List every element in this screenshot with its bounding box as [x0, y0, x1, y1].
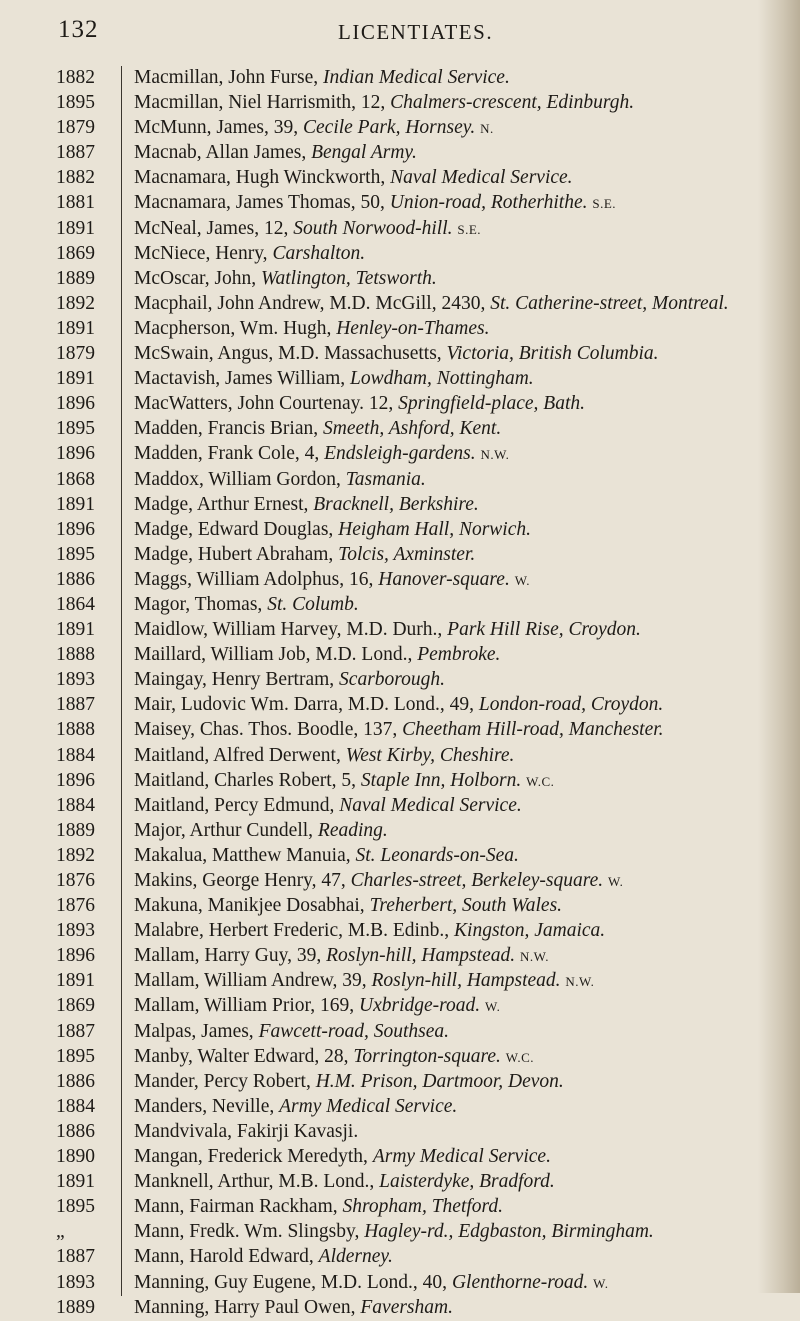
entry-name: Macnamara, James Thomas, 50, — [134, 192, 390, 214]
entry-year: 1888 — [56, 644, 95, 666]
entry-year: 1884 — [56, 744, 95, 766]
list-item — [0, 593, 800, 618]
entry-address: Army Medical Service. — [279, 1095, 458, 1117]
entry-name: Maddox, William Gordon, — [134, 468, 346, 490]
entry-text — [134, 844, 784, 869]
entry-address: Endsleigh-gardens. — [324, 443, 476, 465]
entry-year: 1896 — [56, 518, 95, 540]
entry-text — [134, 392, 784, 417]
list-item — [0, 267, 800, 292]
entry-year: 1895 — [56, 1196, 95, 1218]
entry-name: Manders, Neville, — [134, 1095, 280, 1117]
entry-postal-district: W.C. — [526, 773, 555, 789]
entry-name: Maitland, Alfred Derwent, — [134, 744, 346, 766]
entry-year: 1887 — [56, 1020, 95, 1042]
entry-address: Victoria, British Columbia. — [446, 343, 659, 365]
list-item — [0, 392, 800, 417]
entry-text — [134, 442, 784, 467]
entry-text — [134, 267, 784, 292]
entry-text — [134, 944, 784, 969]
entry-postal-district: W. — [608, 874, 624, 889]
entry-text — [134, 1296, 784, 1321]
entry-name: Manning, Guy Eugene, M.D. Lond., 40, — [134, 1271, 452, 1293]
entry-name: Mair, Ludovic Wm. Darra, M.D. Lond., 49, — [134, 694, 479, 716]
entry-text — [134, 1170, 784, 1195]
entry-name: McMunn, James, 39, — [134, 117, 303, 139]
entry-address: St. Catherine-street, Montreal. — [490, 292, 729, 314]
entry-address: Glenthorne-road. — [451, 1271, 589, 1293]
entry-address: Cheetham Hill-road, Manchester. — [402, 719, 664, 741]
entry-name: Malabre, Herbert Frederic, M.B. Edinb., — [134, 920, 455, 942]
entry-address: Pembroke. — [417, 644, 501, 666]
entry-text — [134, 1195, 784, 1220]
list-item — [0, 141, 800, 166]
entry-address: West Kirby, Cheshire. — [345, 744, 515, 766]
list-item — [0, 442, 800, 467]
entry-text — [134, 668, 784, 693]
entry-address: Reading. — [317, 819, 388, 841]
entry-address: Indian Medical Service. — [323, 67, 510, 88]
entry-year: 1886 — [56, 1070, 95, 1092]
entry-postal-district: N.W. — [480, 447, 510, 463]
entry-text — [134, 242, 784, 267]
entry-text — [134, 1120, 784, 1145]
list-item — [0, 744, 800, 769]
entry-text — [134, 166, 784, 191]
list-item — [0, 1045, 800, 1070]
entry-name: McNiece, Henry, — [134, 242, 273, 264]
entry-year: 1884 — [56, 794, 95, 816]
list-item — [0, 1070, 800, 1095]
entry-name: Maillard, William Job, M.D. Lond., — [134, 644, 418, 666]
entry-text — [134, 417, 784, 442]
entry-name: Maggs, William Adolphus, 16, — [134, 568, 379, 590]
list-item — [0, 1271, 800, 1296]
entry-name: Manning, Harry Paul Owen, — [134, 1296, 361, 1318]
entry-text — [134, 493, 784, 518]
entry-name: Mandvivala, Fakirji Kavasji. — [134, 1120, 359, 1142]
entry-year: 1891 — [56, 217, 95, 239]
entry-year: 1891 — [56, 619, 95, 641]
entry-text — [134, 568, 784, 593]
entry-address: Faversham. — [360, 1296, 453, 1318]
entry-year: 1891 — [56, 317, 95, 339]
entry-name: Macmillan, John Furse, — [134, 67, 324, 88]
entry-year: 1886 — [56, 1120, 95, 1142]
entry-text — [134, 994, 784, 1019]
list-item — [0, 1020, 800, 1045]
entry-text — [134, 794, 784, 819]
list-item — [0, 1245, 800, 1270]
entry-name: Makalua, Matthew Manuia, — [134, 844, 356, 866]
entry-year: 1895 — [56, 543, 95, 565]
entry-text — [134, 342, 784, 367]
list-item — [0, 919, 800, 944]
entry-text — [134, 217, 784, 242]
list-item — [0, 1095, 800, 1120]
entry-address: Naval Medical Service. — [390, 167, 573, 189]
entry-address: Charles-street, Berkeley-square. — [350, 870, 604, 891]
entry-text — [134, 744, 784, 769]
entry-text — [134, 969, 784, 994]
running-head: LICENTIATES. — [338, 20, 494, 44]
list-item — [0, 794, 800, 819]
list-item — [0, 367, 800, 392]
entry-name: Madden, Frank Cole, 4, — [134, 443, 325, 465]
entry-address: H.M. Prison, Dartmoor, Devon. — [315, 1070, 564, 1092]
entry-name: McOscar, John, — [134, 267, 262, 289]
entry-year: 1887 — [56, 1246, 95, 1268]
entry-address: Union-road, Rotherhithe. — [389, 192, 588, 214]
entry-postal-district: W.C. — [505, 1049, 535, 1065]
entry-year: 1891 — [56, 368, 95, 390]
entry-text — [134, 543, 784, 568]
entry-text — [134, 116, 784, 141]
list-item — [0, 844, 800, 869]
list-item — [0, 191, 800, 216]
list-item — [0, 468, 800, 493]
list-item — [0, 618, 800, 643]
entry-text — [134, 1070, 784, 1095]
entry-postal-district: N.W. — [519, 949, 549, 965]
entry-year: 1890 — [56, 1146, 95, 1168]
entry-name: Mallam, Harry Guy, 39, — [134, 945, 327, 967]
entry-address: Scarborough. — [339, 669, 446, 691]
entry-year: 1882 — [56, 67, 95, 88]
entry-name: Mann, Harold Edward, — [134, 1246, 319, 1268]
list-item — [0, 1145, 800, 1170]
entry-text — [134, 191, 784, 216]
entry-address: Tasmania. — [345, 468, 426, 490]
entry-address: Springfield-place, Bath. — [398, 393, 585, 415]
entry-address: Cecile Park, Hornsey. — [303, 117, 476, 139]
entry-address: Army Medical Service. — [372, 1146, 551, 1168]
list-item — [0, 994, 800, 1019]
entry-text — [134, 1245, 784, 1270]
entry-text — [134, 292, 784, 317]
entry-address: Carshalton. — [272, 242, 366, 264]
list-item — [0, 718, 800, 743]
entry-name: Malpas, James, — [134, 1020, 259, 1042]
list-item — [0, 1296, 800, 1321]
entry-year: 1882 — [56, 167, 95, 189]
list-item — [0, 969, 800, 994]
list-item — [0, 242, 800, 267]
entry-text — [134, 1271, 784, 1296]
entry-address: Torrington-square. — [353, 1045, 501, 1067]
list-item — [0, 944, 800, 969]
entry-address: Shropham, Thetford. — [342, 1196, 504, 1218]
list-item — [0, 166, 800, 191]
entry-name: Mallam, William Andrew, 39, — [134, 970, 372, 992]
entry-address: Alderney. — [318, 1246, 393, 1268]
entry-name: Madge, Edward Douglas, — [134, 518, 339, 540]
list-item — [0, 317, 800, 342]
entry-name: MacWatters, John Courtenay. 12, — [134, 393, 399, 415]
entry-name: Maidlow, William Harvey, M.D. Durh., — [134, 619, 448, 641]
entry-text — [134, 1095, 784, 1120]
list-item — [0, 91, 800, 116]
list-item — [0, 543, 800, 568]
entry-name: Mann, Fairman Rackham, — [134, 1196, 343, 1218]
list-item — [0, 819, 800, 844]
entry-text — [134, 1045, 784, 1070]
entry-address: Kingston, Jamaica. — [454, 920, 606, 942]
entry-name: Mander, Percy Robert, — [134, 1070, 316, 1092]
entry-name: Maitland, Percy Edmund, — [134, 794, 340, 816]
entry-name: Maisey, Chas. Thos. Boodle, 137, — [134, 719, 403, 741]
list-item — [0, 1220, 800, 1245]
entry-name: Madge, Arthur Ernest, — [134, 493, 314, 515]
entry-year: 1879 — [56, 343, 95, 365]
entry-year: 1887 — [56, 142, 95, 164]
entry-year: 1893 — [56, 920, 95, 942]
entry-year: 1889 — [56, 267, 95, 289]
list-item — [0, 417, 800, 442]
entry-year: 1869 — [56, 242, 95, 264]
entry-year: 1895 — [56, 418, 95, 440]
entry-name: Macnab, Allan James, — [134, 142, 312, 164]
entry-address: Roslyn-hill, Hampstead. — [371, 970, 561, 992]
entry-address: Bracknell, Berkshire. — [313, 493, 479, 515]
list-item — [0, 116, 800, 141]
entry-address: Treherbert, South Wales. — [369, 895, 563, 917]
entry-text — [134, 819, 784, 844]
entry-text — [134, 367, 784, 392]
entry-address: St. Columb. — [267, 593, 359, 615]
entry-postal-district: W. — [485, 999, 501, 1015]
list-item — [0, 1120, 800, 1145]
entry-year: 1893 — [56, 669, 95, 691]
entry-year: 1896 — [56, 945, 95, 967]
list-item — [0, 869, 800, 894]
entry-text — [134, 1020, 784, 1045]
entry-name: Madge, Hubert Abraham, — [134, 543, 339, 565]
entry-name: Maitland, Charles Robert, 5, — [134, 769, 361, 791]
entry-address: South Norwood-hill. — [293, 217, 453, 239]
list-item — [0, 1170, 800, 1195]
entry-year: 1889 — [56, 1296, 95, 1318]
entry-postal-district: N.W. — [565, 974, 595, 990]
list-item — [0, 66, 800, 91]
entry-text — [134, 718, 784, 743]
list-item — [0, 217, 800, 242]
list-item — [0, 643, 800, 668]
entry-address: Staple Inn, Holborn. — [360, 769, 522, 791]
entry-year: 1868 — [56, 468, 95, 490]
entry-name: Macnamara, Hugh Winckworth, — [134, 167, 391, 189]
entry-text — [134, 1220, 784, 1245]
page-header — [0, 16, 800, 50]
entry-address: Roslyn-hill, Hampstead. — [326, 945, 516, 967]
entries-list — [0, 66, 800, 1321]
page-number: 132 — [58, 16, 99, 43]
entry-year: 1876 — [56, 870, 95, 891]
entry-address: St. Leonards-on-Sea. — [355, 844, 519, 866]
entry-text — [134, 1145, 784, 1170]
entry-address: Hanover-square. — [378, 568, 510, 590]
entry-address: Uxbridge-road. — [359, 995, 481, 1017]
entry-postal-district: N. — [480, 121, 494, 137]
entry-name: Major, Arthur Cundell, — [134, 819, 318, 841]
list-item — [0, 693, 800, 718]
entry-name: Manby, Walter Edward, 28, — [134, 1045, 354, 1067]
entry-name: Makuna, Manikjee Dosabhai, — [134, 895, 370, 917]
entry-postal-district: S.E. — [592, 196, 617, 212]
entry-address: Smeeth, Ashford, Kent. — [323, 418, 502, 440]
entry-address: Bengal Army. — [311, 142, 417, 164]
entry-text — [134, 618, 784, 643]
entry-name: Mallam, William Prior, 169, — [134, 995, 360, 1017]
entry-name: Macmillan, Niel Harrismith, 12, — [134, 92, 391, 114]
entry-year: „ — [56, 1221, 65, 1243]
entry-address: Fawcett-road, Southsea. — [258, 1020, 450, 1042]
entry-text — [134, 593, 784, 618]
entry-text — [134, 894, 784, 919]
entry-year: 1891 — [56, 1171, 95, 1193]
entry-postal-district: W. — [593, 1275, 609, 1291]
entry-address: Heigham Hall, Norwich. — [338, 518, 532, 540]
entry-text — [134, 643, 784, 668]
entry-year: 1876 — [56, 895, 95, 917]
entry-year: 1869 — [56, 995, 95, 1017]
entry-name: Macphail, John Andrew, M.D. McGill, 2430, — [134, 292, 491, 314]
entry-name: Makins, George Henry, 47, — [134, 870, 351, 891]
list-item — [0, 769, 800, 794]
entry-year: 1884 — [56, 1095, 95, 1117]
entry-year: 1892 — [56, 844, 95, 866]
entry-postal-district: W. — [514, 572, 531, 588]
entry-address: Hagley-rd., Edgbaston, Birmingham. — [364, 1221, 654, 1243]
entry-postal-district: S.E. — [457, 221, 482, 237]
entry-text — [134, 468, 784, 493]
list-item — [0, 493, 800, 518]
entry-year: 1889 — [56, 819, 95, 841]
entry-year: 1896 — [56, 769, 95, 791]
entry-year: 1895 — [56, 92, 95, 114]
list-item — [0, 668, 800, 693]
entry-year: 1864 — [56, 593, 95, 615]
list-item — [0, 518, 800, 543]
entry-name: Mangan, Frederick Meredyth, — [134, 1146, 373, 1168]
list-item — [0, 894, 800, 919]
list-item — [0, 568, 800, 593]
entry-year: 1879 — [56, 117, 95, 139]
entry-text — [134, 141, 784, 166]
list-item — [0, 342, 800, 367]
entry-year: 1886 — [56, 568, 95, 590]
entry-text — [134, 518, 784, 543]
entry-address: Lowdham, Nottingham. — [350, 368, 534, 390]
entry-year: 1892 — [56, 292, 95, 314]
entry-address: London-road, Croydon. — [478, 694, 664, 716]
entry-address: Watlington, Tetsworth. — [261, 267, 437, 289]
entry-name: Magor, Thomas, — [134, 593, 268, 615]
entry-address: Tolcis, Axminster. — [338, 543, 476, 565]
entry-name: Maingay, Henry Bertram, — [134, 669, 340, 691]
entry-address: Chalmers-crescent, Edinburgh. — [390, 92, 635, 114]
entry-name: Manknell, Arthur, M.B. Lond., — [134, 1171, 380, 1193]
entry-text — [134, 66, 784, 91]
entry-year: 1881 — [56, 192, 95, 214]
entry-year: 1891 — [56, 493, 95, 515]
entry-year: 1895 — [56, 1045, 95, 1067]
list-item — [0, 292, 800, 317]
entry-year: 1896 — [56, 393, 95, 415]
entry-text — [134, 91, 784, 116]
entry-address: Park Hill Rise, Croydon. — [447, 619, 641, 641]
list-item — [0, 1195, 800, 1220]
entry-year: 1888 — [56, 719, 95, 741]
entry-name: Mann, Fredk. Wm. Slingsby, — [134, 1221, 365, 1243]
entry-address: Henley-on-Thames. — [336, 317, 490, 339]
entry-text — [134, 317, 784, 342]
entry-year: 1893 — [56, 1271, 95, 1293]
entry-text — [134, 869, 784, 894]
entry-year: 1896 — [56, 443, 95, 465]
entry-year: 1891 — [56, 970, 95, 992]
entry-name: Macpherson, Wm. Hugh, — [134, 317, 337, 339]
entry-name: McSwain, Angus, M.D. Massachusetts, — [134, 343, 447, 365]
entry-name: Mactavish, James William, — [134, 368, 351, 390]
entry-text — [134, 919, 784, 944]
entry-text — [134, 693, 784, 718]
entry-name: McNeal, James, 12, — [134, 217, 294, 239]
entry-address: Laisterdyke, Bradford. — [379, 1171, 555, 1193]
entry-name: Madden, Francis Brian, — [134, 418, 324, 440]
entry-text — [134, 769, 784, 794]
entry-address: Naval Medical Service. — [339, 794, 522, 816]
entry-year: 1887 — [56, 694, 95, 716]
